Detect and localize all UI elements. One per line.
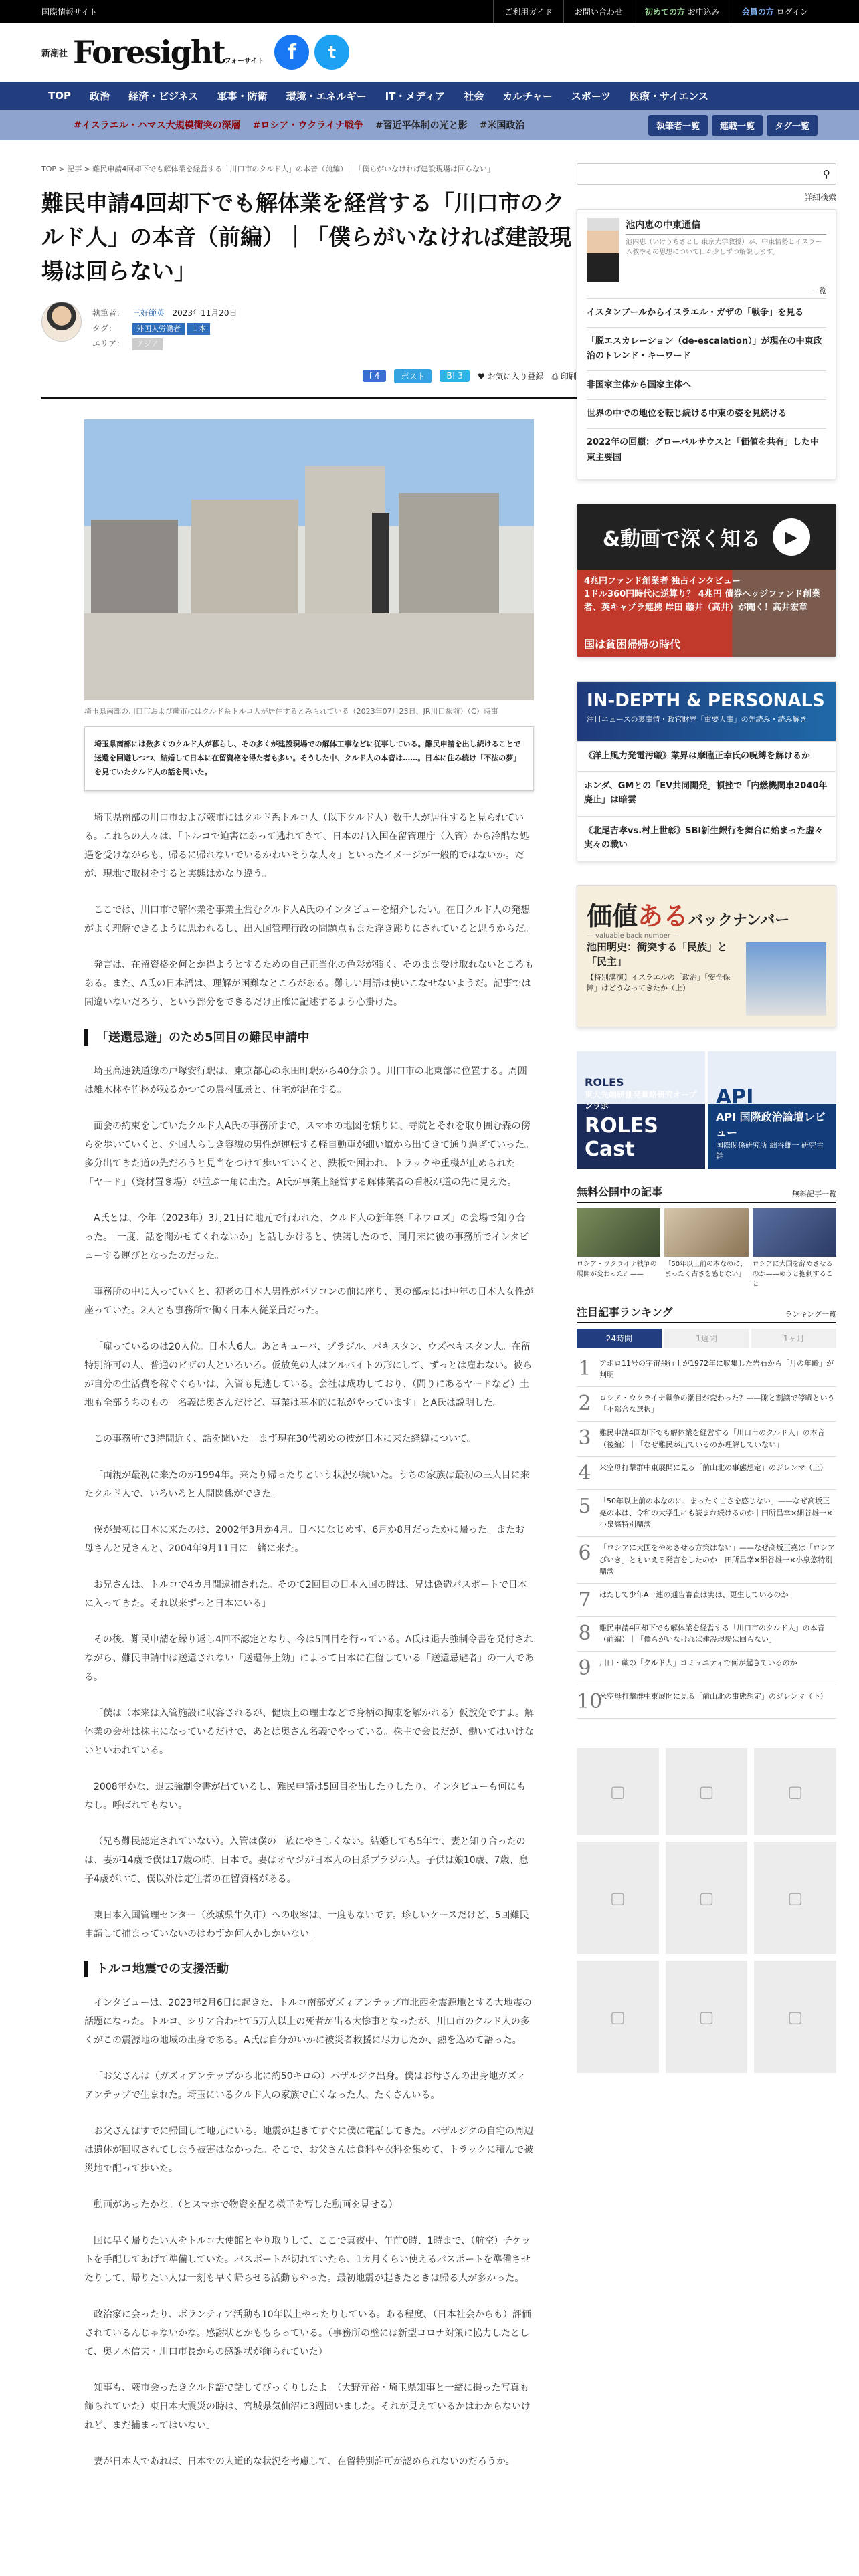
ad-placeholder-icon[interactable]: ▢ bbox=[754, 1842, 836, 1954]
column-box bbox=[577, 209, 836, 479]
ranking-item[interactable] bbox=[577, 1457, 836, 1490]
indepth-item[interactable]: ホンダ、GMとの「EV共同開発」頓挫で「内燃機関車2040年廃止」は暗雲 bbox=[577, 771, 836, 816]
author-label: 執筆者： bbox=[92, 308, 125, 318]
indepth-banner[interactable] bbox=[577, 682, 836, 741]
paragraph: その後、難民申請を繰り返し4回不認定となり、今は5回目を行っている。A氏は退去強制令書を発付されながら、難民申請中は送還されない「送還停止効」によって日本に在留している「送還忌避者」の一人である。 bbox=[84, 1634, 534, 1683]
api-name: API 国際政治論壇レビュー bbox=[716, 1110, 826, 1139]
ranking-item[interactable] bbox=[577, 1352, 836, 1387]
ranking-item[interactable] bbox=[577, 1584, 836, 1617]
paragraph: 埼玉高速鉄道線の戸塚安行駅は、東京都心の永田町駅から40分余り。川口市の北東部に位置する。周囲は雑木林や竹林が残るかつての農村風景と、住宅が混在する。 bbox=[84, 1066, 527, 1096]
section-heading: 「送還忌避」のため5回目の難民申請中 bbox=[84, 1029, 534, 1046]
paragraph: 動画があったかな。（とスマホで物資を配る様子を写した動画を見せる） bbox=[94, 2199, 398, 2211]
ranking-more-link[interactable]: ランキング一覧 bbox=[785, 1309, 836, 1319]
nav-item-economy[interactable]: 経済・ビジネス bbox=[128, 90, 199, 102]
api-sub: 国際関係研究所 細谷雄一 研究主幹 bbox=[716, 1140, 824, 1160]
video-promo[interactable] bbox=[577, 504, 836, 657]
column-item[interactable]: 非国家主体から国家主体へ bbox=[587, 370, 826, 399]
ranking-item[interactable] bbox=[577, 1617, 836, 1652]
paragraph: 発言は、在留資格を何とか得ようとするための自己正当化の色彩が強く、そのまま受け取れないところもある。また、A氏の日本語は、理解が困難なところがある。難しい用語は使いこなせないようだ。記事では間違いないだろう、という部分をできるだけ正確に記述するよう心掛けた。 bbox=[84, 960, 534, 1008]
sidebar bbox=[577, 163, 836, 2073]
photo-caption: 埼玉県南部の川口市および蕨市にはクルド系トルコ人が居住するとみられている（2023年07月23日、JR川口駅前）（C）時事 bbox=[84, 706, 498, 716]
paragraph: 「両親が最初に来たのが1994年。来たり帰ったりという状況が続いた。うちの家族は最初の三人目に来たクルド人で、いろいろと人間関係ができた。 bbox=[84, 1470, 530, 1500]
free-card[interactable] bbox=[753, 1208, 836, 1289]
api-top: API bbox=[716, 1085, 754, 1109]
roles-top: ROLES bbox=[585, 1075, 624, 1089]
paragraph: インタビューは、2023年2月6日に起きた、トルコ南部ガズィアンテップ市北西を震源地とする大地震の話題になった。トルコ、シリア合わせて5万人以上の死者が出る大惨事となったが、川口市のクルド人の多くがこの震源地の地域の出身である。A氏は自分がいかに被災者救援に尽力したか、熱を込めて語った。 bbox=[84, 1998, 532, 2046]
indepth-box bbox=[577, 681, 836, 861]
top-links bbox=[493, 0, 819, 23]
free-more-link[interactable]: 無料記事一覧 bbox=[792, 1189, 836, 1198]
paragraph: 知事も、蕨市会ったきクルド語で話してびっくりしたよ。（大野元裕・埼玉県知事と一緒に撮った写真も飾られていた）東日本大震災の時は、宮城県気仙沼に3週間いました。それが見えているかはわからないけれど、まだ捕まってはいない」 bbox=[84, 2383, 531, 2432]
video-title: 1ドル360円時代に逆算り？ 4兆円 債券ヘッジファンド創業者、英キャプラ連携 岸田 藤井（高井）が聞く！高井宏章 bbox=[584, 589, 821, 613]
rank-number: 2 bbox=[578, 1391, 591, 1415]
paragraph: 2008年かな、退去強制令書が出ているし、難民申請は5回目を出したりしたり、インタビューも何にもなし。呼ばれてもない。 bbox=[84, 1782, 526, 1812]
paragraph: 東日本入国管理センター（茨城県牛久市）への収容は、一度もないです。珍しいケースだけど、5回難民申請して捕まっていないのはわずか何人かしかいない」 bbox=[84, 1910, 529, 1940]
tag-chip[interactable]: 日本 bbox=[187, 323, 210, 335]
tab-1month[interactable]: 1ヶ月 bbox=[751, 1329, 836, 1348]
ad-placeholder-icon[interactable]: ▢ bbox=[666, 1842, 748, 1954]
backnumber-banner[interactable] bbox=[577, 885, 836, 1027]
free-title: 無料公開中の記事 bbox=[577, 1185, 663, 1198]
columnist-photo[interactable] bbox=[587, 218, 619, 282]
nav-item-top[interactable]: TOP bbox=[48, 90, 71, 102]
share-bar bbox=[41, 369, 577, 399]
paragraph: 妻が日本人であれば、日本での人道的な状況を考慮して、在留特別許可が認められないのだろうか。 bbox=[94, 2456, 515, 2468]
column-item[interactable]: 「脱エスカレーション（de-escalation）」が現在の中東政治のトレンド・キーワード bbox=[587, 327, 826, 370]
rank-number: 1 bbox=[578, 1356, 591, 1380]
ranking-item[interactable] bbox=[577, 1652, 836, 1685]
column-more-link[interactable]: 一覧 bbox=[812, 286, 826, 295]
api-banner[interactable] bbox=[708, 1051, 836, 1169]
hatena-count: 3 bbox=[458, 371, 463, 381]
paragraph: 「お父さんは（ガズィアンテップから北に約50キロの）パザルジク出身。僕はお母さんの出身地ガズィアンテップで生まれた。埼玉にいるクルド人の家族で亡くなった人、たくさんいる。 bbox=[84, 2071, 527, 2101]
member-login-link[interactable] bbox=[731, 0, 819, 23]
rank-title: 米空母打撃群中東展開に見る「前山北の事態想定」のジレンマ（下） bbox=[599, 1691, 828, 1701]
nav-item-science[interactable]: 医療・サイエンス bbox=[630, 90, 709, 102]
nav-item-society[interactable]: 社会 bbox=[464, 90, 484, 102]
indepth-item[interactable]: 《北尾吉孝vs.村上世彰》SBI新生銀行を舞台に始まった虚々実々の戦い bbox=[577, 816, 836, 861]
nav-item-environment[interactable]: 環境・エネルギー bbox=[286, 90, 367, 102]
tag-russia[interactable]: #ロシア・ウクライナ戦争 bbox=[252, 120, 363, 131]
paragraph: A氏とは、今年（2023年）3月21日に地元で行われた、クルド人の新年祭「ネウロズ」の会場で知り合った。「一度、話を聞かせてくれないか」と話しかけると、快諾したので、同月末に彼の事務所でインタビューする運びとなったのだった。 bbox=[84, 1213, 529, 1262]
free-card[interactable] bbox=[664, 1208, 748, 1289]
photo-building bbox=[91, 520, 178, 620]
ranking-item[interactable] bbox=[577, 1490, 836, 1537]
ad-placeholder-icon[interactable]: ▢ bbox=[577, 1961, 659, 2073]
paragraph: 事務所の中に入っていくと、初老の日本人男性がパソコンの前に座り、奥の部屋には中年の日本人女性が座っていた。2人とも事務所で働く日本人従業員だった。 bbox=[84, 1287, 534, 1317]
top-bar bbox=[0, 0, 859, 23]
column-item[interactable]: イスタンブールからイスラエル・ガザの「戦争」を見る bbox=[587, 298, 826, 327]
site-header bbox=[0, 23, 859, 82]
article-column bbox=[41, 163, 577, 2488]
signup-label: お申込み bbox=[687, 7, 720, 17]
nav-item-it-media[interactable]: IT・メディア bbox=[385, 90, 446, 102]
authors-button[interactable]: 執筆者一覧 bbox=[648, 115, 708, 136]
nav-item-military[interactable]: 軍事・防衛 bbox=[217, 90, 268, 102]
value-feature: 池田明史：衝突する「民族」と「民主」 bbox=[587, 940, 728, 968]
contact-link[interactable]: お問い合わせ bbox=[563, 0, 634, 23]
ad-placeholder-icon[interactable]: ▢ bbox=[666, 1748, 748, 1835]
tab-24h[interactable]: 24時間 bbox=[577, 1329, 662, 1348]
paragraph: ここでは、川口市で解体業を事業主営むクルド人A氏のインタビューを紹介したい。在日クルド人の発想がよく理解できるように思われるし、出入国管理行政の問題点もまた浮き彫りにされていると思うからだ。 bbox=[84, 905, 534, 935]
ranking-item[interactable] bbox=[577, 1685, 836, 1719]
paragraph: 「僕は（本来は入管施設に収容されるが、健康上の理由などで身柄の拘束を解かれる）仮放免ですよ。解体業の会社は株主になっているだけで、あとは奥さん名義でやっている。株主で会長だが、働いてはいけないといわれている。 bbox=[84, 1708, 534, 1757]
rank-number: 5 bbox=[578, 1495, 591, 1519]
ad-placeholder-icon[interactable]: ▢ bbox=[754, 1748, 836, 1835]
tweet-button[interactable]: ポスト bbox=[394, 369, 432, 383]
rank-number: 7 bbox=[578, 1588, 591, 1612]
nav-item-sports[interactable]: スポーツ bbox=[571, 90, 611, 102]
area-chip[interactable]: アジア bbox=[132, 338, 163, 350]
value-title-em: ある bbox=[638, 900, 689, 931]
sub-nav bbox=[0, 110, 859, 140]
ad-grid bbox=[577, 1748, 836, 2073]
login-label: ログイン bbox=[776, 7, 808, 17]
paragraph: 政治家に会ったり、ボランティア活動も10年以上やったりしている。ある程度、（日本社会からも）評価されているんじゃないかな。感謝状とかももらっている。（事務所の壁には新型コロナ対策に協力したとして、奥ノ木信夫・川口市長からの感謝状が飾られていた） bbox=[84, 2309, 531, 2358]
rank-number: 4 bbox=[578, 1461, 591, 1485]
value-title: 価値 bbox=[587, 900, 638, 931]
twin-banners bbox=[577, 1051, 836, 1169]
ranking-item[interactable] bbox=[577, 1387, 836, 1422]
column-desc: 池内恵（いけうちさとし 東京大学教授）が、中東情勢とイスラーム教やその思想について日々少しずつ解説します。 bbox=[626, 239, 822, 256]
tag-us-politics[interactable]: #米国政治 bbox=[479, 120, 525, 131]
video-headline: 国は貧困帰帰の時代 bbox=[584, 637, 681, 651]
free-thumb bbox=[753, 1208, 836, 1257]
favorite-label: お気に入り登録 bbox=[487, 371, 544, 381]
tag-chip[interactable]: 外国人労働者 bbox=[132, 323, 185, 335]
value-photo bbox=[746, 942, 826, 1016]
search-input[interactable] bbox=[577, 163, 836, 185]
roles-name: ROLES Cast bbox=[585, 1113, 658, 1161]
first-visit-link[interactable] bbox=[634, 0, 731, 23]
free-card-title: 「50年以上前の本なのに、まったく古さを感じない」 bbox=[664, 1260, 747, 1278]
free-thumb bbox=[664, 1208, 748, 1257]
article-photo bbox=[84, 419, 534, 700]
paragraph: この事務所で3時間近く、話を聞いた。まず現在30代初めの彼が日本に来た経緯について。 bbox=[94, 1434, 476, 1445]
photo-building bbox=[191, 500, 298, 613]
paragraph: 僕が最初に日本に来たのは、2002年3月か4月。日本になじめず、6月か8月だったかに帰った。またお母さんと兄さんと、2004年9月11日に一緒に来た。 bbox=[84, 1525, 525, 1555]
video-thumbnail bbox=[577, 570, 836, 657]
author-link[interactable]: 三好範英 bbox=[132, 308, 165, 318]
paragraph: 「雇っているのは20人位。日本人6人。あとキューバ、ブラジル、パキスタン、ウズベキスタン人。在留特別許可の人、普通のビザの人といろいろ。仮放免の人はアルバイトの形にして、ずっとは雇わない。彼らが自分の生活費を稼ぐぐらいは、入管も見逃している。会社は成功しており、（問りにあるヤードなど）土地も全部うちのもの。名義は奥さんだけど、事業は基本的に私がやっています」とA氏は説明した。 bbox=[84, 1341, 533, 1409]
guide-link[interactable]: ご利用ガイド bbox=[493, 0, 563, 23]
area-label: エリア： bbox=[92, 339, 125, 349]
article-meta bbox=[41, 302, 577, 351]
video-top: 4兆円ファンド創業者 独占インタビュー bbox=[584, 576, 741, 586]
paragraph: 面会の約束をしていたクルド人A氏の事務所まで、スマホの地図を頼りに、寺院とそれを取り囲む森の傍らを歩いていくと、外国人らしき容貌の男性が運転する軽自動車が細い道から出てきて通り過ぎていった。多分出てきた道の先だろうと見当をつけて歩いていくと、鉄板で囲われ、トラックや重機が止められた「ヤード」（資材置き場）が並ぶ一角に出た。A氏が事業上経営する解体業者の看板が道の先に見えた。 bbox=[84, 1121, 534, 1188]
indepth-sub: 注目ニュースの裏事情・政官財界「重要人事」の先読み・読み解き bbox=[587, 715, 807, 724]
tag-israel[interactable]: #イスラエル・ハマス大規模衝突の深層 bbox=[74, 120, 241, 131]
ad-placeholder-icon[interactable]: ▢ bbox=[666, 1961, 748, 2073]
nav-item-culture[interactable]: カルチャー bbox=[502, 90, 553, 102]
value-title-tail: バックナンバー bbox=[688, 911, 790, 929]
rank-number: 9 bbox=[578, 1656, 591, 1680]
ad-placeholder-icon[interactable]: ▢ bbox=[577, 1842, 659, 1954]
ranking bbox=[577, 1304, 836, 1719]
banner-text: &動画で深く知る bbox=[602, 527, 761, 551]
logo-text: Foresight bbox=[73, 34, 225, 70]
photo-building bbox=[399, 493, 499, 620]
rank-number: 10 bbox=[577, 1689, 603, 1713]
list-buttons bbox=[648, 115, 818, 136]
free-card-title: ロシアに大国を辞めさせるのか——めうと抱刺すること bbox=[752, 1260, 833, 1288]
video-banner bbox=[577, 504, 836, 570]
print-label: 印刷 bbox=[560, 371, 577, 381]
photo-plaza bbox=[84, 613, 534, 700]
lead-box: 埼玉県南部には数多くのクルド人が暮らし、その多くが建設現場での解体工事などに従事している。難民申請を出し続けることで送還を回避しつつ、結婚して日本に在留資格を得た者も多い。そうした中、クルド人の本音は……。日本に住み続け「不法の夢」を見ていたクルド人の話を聞いた。 bbox=[84, 726, 534, 791]
ad-placeholder-icon[interactable]: ▢ bbox=[577, 1748, 659, 1835]
author-avatar[interactable] bbox=[41, 302, 82, 342]
site-tagline: 国際情報サイト bbox=[41, 7, 98, 17]
hatena-button[interactable]: B! 3 bbox=[440, 370, 470, 382]
section-heading: トルコ地震での支援活動 bbox=[84, 1961, 534, 1977]
rank-title: ロシア・ウクライナ戦争の潮目が変わった？——隙と割譲で停戦という「不都合な選択」 bbox=[599, 1393, 835, 1414]
article-body bbox=[84, 809, 534, 2471]
ad-placeholder-icon[interactable]: ▢ bbox=[754, 1961, 836, 2073]
rank-number: 6 bbox=[578, 1541, 591, 1565]
rank-title: はたして少年A一連の通告審査は実は、更生しているのか bbox=[599, 1590, 789, 1599]
column-item[interactable]: 2022年の回顧：グローバルサウスと「価値を共有」した中東主要国 bbox=[587, 428, 826, 471]
publish-date: 2023年11月20日 bbox=[172, 308, 237, 318]
paragraph: 埼玉県南部の川口市および蕨市にはクルド系トルコ人（以下クルド人）数千人が居住すると見られている。これらの人々は、「トルコで迫害にあって逃れてきて、日本の出入国在留管理庁（入管）から冷酷な処遇を受けながらも、帰るに帰れないでいるかわいそうな人々」といったイメージが一般的ではないか。だが、現地で取材をすると実態はかなり違う。 bbox=[84, 813, 529, 880]
free-card[interactable] bbox=[577, 1208, 660, 1289]
nav-item-politics[interactable]: 政治 bbox=[89, 90, 110, 102]
indepth-item[interactable]: 《洋上風力発電汚職》業界は摩臨正幸氏の呪縛を解けるか bbox=[577, 741, 836, 772]
favorite-button[interactable]: ♥ お気に入り登録 bbox=[477, 371, 544, 381]
member-label: 会員の方 bbox=[741, 7, 774, 17]
paragraph: （兄も難民認定されていない）。入管は僕の一族にやさしくない。結婚しても5年で、妻と知り合ったのは、妻が14歳で僕は17歳の時、日本で。妻はオヤジが日本人の日系ブラジル人。子供は娘10歳、7歳、息子4歳がいて、僕以外は定住者の在留資格がある。 bbox=[84, 1836, 529, 1885]
site-logo[interactable] bbox=[73, 34, 264, 70]
logo-sub: フォーサイト bbox=[224, 58, 264, 65]
value-feature-sub: 【特別講演】イスラエルの「政治」「安全保障」はどうなってきたか（上） bbox=[587, 972, 731, 993]
ranking-item[interactable] bbox=[577, 1422, 836, 1457]
free-card-title: ロシア・ウクライナ戦争の展開が変わった？—— bbox=[577, 1260, 657, 1278]
roles-banner[interactable] bbox=[577, 1051, 705, 1169]
play-icon: ▶ bbox=[773, 518, 810, 556]
facebook-share-button[interactable]: f 4 bbox=[363, 370, 387, 382]
tag-label: タグ： bbox=[92, 324, 117, 334]
rank-title: 川口・蕨の「クルド人」コミュニティで何が起きているのか bbox=[599, 1658, 797, 1667]
advanced-search-link[interactable]: 詳細検索 bbox=[803, 193, 836, 202]
paragraph: お父さんはすでに帰国して地元にいる。地震が起きてすぐに僕に電話してきた。パザルジクの自宅の周辺は遺体が回収されてしまう被害はなかった。そこで、お父さんは食料や衣料を集めて、トラックに積んで被災地で配って歩いた。 bbox=[84, 2126, 534, 2175]
breadcrumb[interactable]: TOP > 記事 > 難民申請4回却下でも解体業を経営する「川口市のクルド人」の本音（前編）｜「僕らがいなければ建設現場は回らない」 bbox=[41, 165, 495, 173]
twitter-icon[interactable]: t bbox=[314, 35, 349, 70]
rank-title: 難民申請4回却下でも解体業を経営する「川口市のクルド人」の本音（前編）｜「僕らがいなければ建設現場は回らない」 bbox=[599, 1623, 825, 1644]
paragraph: お兄さんは、トルコで4カ月間逮捕された。そのて2回目の日本入国の時は、兄は偽造パスポートで日本に入ってきた。それ以来ずっと日本にいる」 bbox=[84, 1580, 527, 1610]
first-visit-label: 初めての方 bbox=[644, 7, 685, 17]
print-button[interactable]: ⎙ 印刷 bbox=[551, 371, 577, 381]
rank-title: 米空母打撃群中東展開に見る「前山北の事態想定」のジレンマ（上） bbox=[599, 1463, 828, 1473]
rank-number: 3 bbox=[578, 1426, 591, 1451]
main-nav bbox=[0, 82, 859, 110]
facebook-count: 4 bbox=[374, 371, 380, 381]
publisher-name: 新潮社 bbox=[41, 48, 68, 59]
ranking-title: 注目記事ランキング bbox=[577, 1305, 673, 1319]
value-sub: — valuable back number — bbox=[587, 932, 680, 940]
series-button[interactable]: 連載一覧 bbox=[712, 115, 763, 136]
rank-title: 難民申請4回却下でも解体業を経営する「川口市のクルド人」の本音（後編）｜「なぜ難民が出ているのか理解していない」 bbox=[599, 1428, 825, 1449]
free-thumb bbox=[577, 1208, 660, 1257]
tab-1week[interactable]: 1週間 bbox=[664, 1329, 749, 1348]
paragraph: 国に早く帰りたい人をトルコ大使館とやり取りして、ここで真夜中、午前0時、1時まで、（航空）チケットを手配してあげて準備していた。パスポートが切れていたら、1カ月くらい使えるパスポートを準備させたりして、帰りたい人は一刻も早く帰らせる活動もやった。最初地震が起きたときは帰る人が多かった。 bbox=[84, 2236, 531, 2284]
rank-number: 8 bbox=[578, 1621, 591, 1645]
column-title[interactable]: 池内恵の中東通信 bbox=[626, 218, 826, 235]
rank-title: アポロ11号の宇宙飛行士が1972年に収集した岩石から「月の年齢」が判明 bbox=[599, 1358, 834, 1380]
tags-button[interactable]: タグ一覧 bbox=[767, 115, 818, 136]
ranking-item[interactable] bbox=[577, 1537, 836, 1584]
page-title: 難民申請4回却下でも解体業を経営する「川口市のクルド人」の本音（前編）｜「僕らがいなければ建設現場は回らない」 bbox=[41, 190, 571, 285]
column-item[interactable]: 世界の中での地位を転じ続ける中東の姿を見続ける bbox=[587, 399, 826, 428]
tag-xi[interactable]: #習近平体制の光と影 bbox=[375, 120, 468, 131]
facebook-icon[interactable]: f bbox=[274, 35, 309, 70]
indepth-title: IN-DEPTH & PERSONALS bbox=[587, 690, 825, 711]
search-icon[interactable]: ⚲ bbox=[823, 168, 830, 180]
rank-title: 「50年以上前の本なのに、まったく古さを感じない」——なぜ高坂正堯の本は、令和の大学生にも読まれ続けるのか｜田所昌幸×細谷雄一×小泉悠特別鼎談 bbox=[599, 1497, 833, 1529]
free-articles bbox=[577, 1184, 836, 1289]
roles-sub: 東大先端研創発戦略研究オープンラボ bbox=[585, 1089, 697, 1111]
rank-title: 「ロシアに大国をやめさせる方策はない」——なぜ高坂正堯は「ロシアびいき」ともいえる発言をしたのか｜田所昌幸×細谷雄一×小泉悠特別鼎談 bbox=[599, 1543, 835, 1576]
